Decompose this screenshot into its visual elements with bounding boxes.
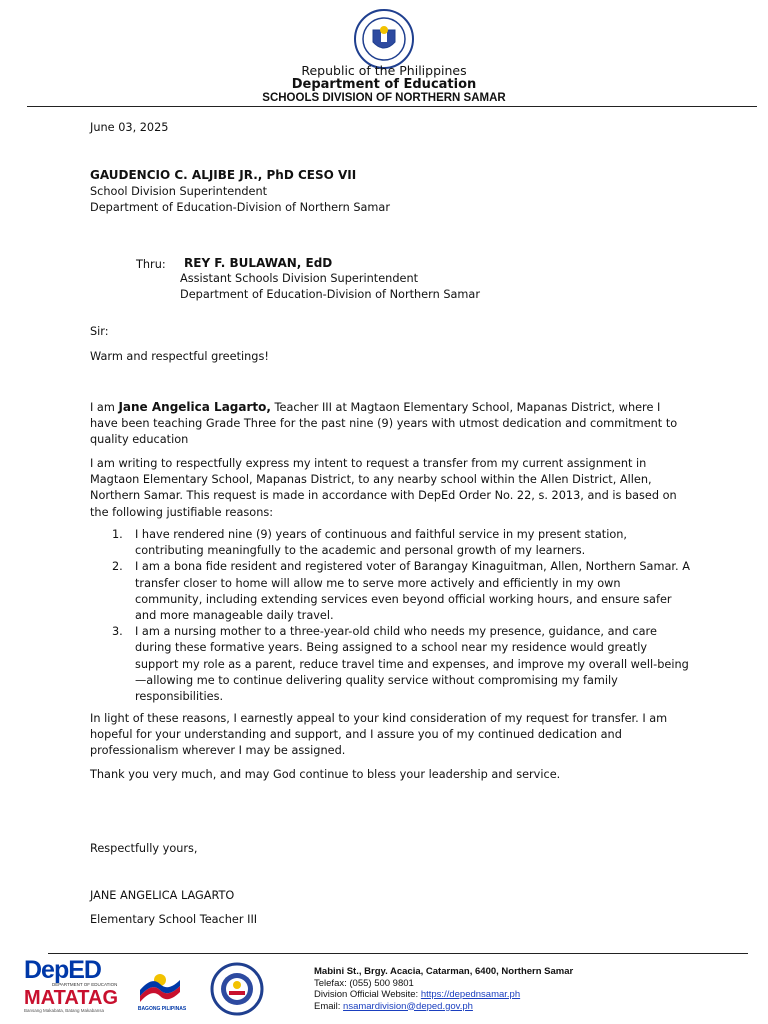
footer-website-line bbox=[314, 989, 644, 1001]
footer-divider bbox=[48, 953, 748, 954]
header-divider bbox=[27, 106, 757, 107]
thru-office: Department of Education-Division of Northern Samar bbox=[180, 288, 480, 301]
recipient-office: Department of Education-Division of Northern Samar bbox=[90, 201, 390, 214]
deped-logo bbox=[24, 958, 124, 988]
bagong-pilipinas-label: BAGONG PILIPINAS bbox=[137, 1006, 187, 1012]
footer-contact bbox=[314, 966, 644, 1012]
thru-label: Thru: bbox=[136, 258, 166, 271]
salutation: Sir: bbox=[90, 325, 109, 338]
recipient-title: School Division Superintendent bbox=[90, 185, 268, 198]
footer-telefax: Telefax: (055) 500 9801 bbox=[314, 977, 414, 989]
signatory-name: JANE ANGELICA LAGARTO bbox=[90, 889, 235, 902]
footer-email-label: Email: bbox=[314, 1000, 344, 1012]
intro-name: Jane Angelica Lagarto, bbox=[118, 400, 271, 414]
intro-prefix: I am bbox=[90, 401, 119, 414]
list-item bbox=[90, 559, 690, 624]
list-item bbox=[90, 624, 690, 705]
greeting: Warm and respectful greetings! bbox=[90, 350, 269, 363]
closing: Respectfully yours, bbox=[90, 842, 198, 855]
matatag-logo bbox=[24, 988, 134, 1013]
footer-address: Mabini St., Brgy. Acacia, Catarman, 6400, Northern Samar bbox=[314, 966, 574, 977]
matatag-wordmark: MATATAG bbox=[24, 987, 119, 1009]
thru-title: Assistant Schools Division Superintendent bbox=[180, 272, 419, 285]
intro-rest: Teacher III at Magtaon Elementary School, Mapanas District, where I have been teaching Grade Three for the past nine (9) years with utmost dedication and commitment to quality education bbox=[90, 401, 678, 447]
division-line: SCHOOLS DIVISION OF NORTHERN SAMAR bbox=[262, 92, 506, 104]
intro-paragraph bbox=[90, 399, 690, 449]
deped-subtitle: DEPARTMENT OF EDUCATION bbox=[52, 982, 118, 987]
signatory-title: Elementary School Teacher III bbox=[90, 913, 258, 926]
deped-wordmark: DepED bbox=[24, 956, 101, 984]
list-item-number: 2. bbox=[112, 560, 123, 574]
deped-seal-logo bbox=[350, 8, 418, 70]
recipient-name: GAUDENCIO C. ALJIBE JR., PhD CESO VII bbox=[90, 168, 357, 182]
list-item-number: 1. bbox=[112, 528, 123, 541]
republic-line: Republic of the Philippines bbox=[301, 63, 467, 78]
division-seal-logo bbox=[210, 962, 264, 1016]
list-item-text: I have rendered nine (9) years of continuous and faithful service in my present station, contributing meaningfully to the academic and personal growth of my learners. bbox=[135, 528, 628, 558]
department-line: Department of Education bbox=[291, 77, 477, 92]
thru-name: REY F. BULAWAN, EdD bbox=[184, 256, 333, 270]
list-item bbox=[90, 527, 690, 559]
matatag-tagline: Bansang Makabata, Batang Makabansa bbox=[24, 1008, 105, 1013]
body-paragraph-1: I am writing to respectfully express my intent to request a transfer from my current assignment in Magtaon Elementary School, Mapanas District, to any nearby school within the Allen District, Allen, Northern Samar. This request is made in accordance with DepEd Order No. 22, s. 2013, and is based on the following justifiable reasons: bbox=[90, 457, 677, 519]
list-item-text: I am a bona fide resident and registered voter of Barangay Kinaguitman, Allen, Northern Samar. A transfer closer to home will allow me to serve more actively and efficiently in my own community, including extending services even beyond official working hours, and ensure safer and more manageable daily travel. bbox=[135, 560, 690, 623]
letter-date: June 03, 2025 bbox=[90, 121, 169, 134]
reasons-list bbox=[90, 527, 690, 705]
footer-website-label: Division Official Website: bbox=[314, 989, 421, 1000]
website-link[interactable]: https://depednsamar.ph bbox=[420, 989, 521, 1000]
email-link[interactable]: nsamardivision@deped.gov.ph bbox=[343, 1000, 473, 1012]
list-item-text: I am a nursing mother to a three-year-old child who needs my presence, guidance, and care during these formative years. Being assigned to a school near my residence would greatly support my role as a parent, reduce travel time and expenses, and improve my overall well-being—allowing me to continue delivering quality service without compromising my family responsibilities. bbox=[135, 625, 689, 704]
thanks-paragraph: Thank you very much, and may God continue to bless your leadership and service. bbox=[90, 768, 561, 781]
body-paragraph-2: In light of these reasons, I earnestly appeal to your kind consideration of my request for transfer. I am hopeful for your understanding and support, and I assure you of my continued dedication and professionalism wherever I may be assigned. bbox=[90, 712, 668, 758]
list-item-number: 3. bbox=[112, 625, 123, 639]
bagong-pilipinas-logo bbox=[134, 962, 186, 1006]
footer-email-line bbox=[314, 1001, 644, 1013]
